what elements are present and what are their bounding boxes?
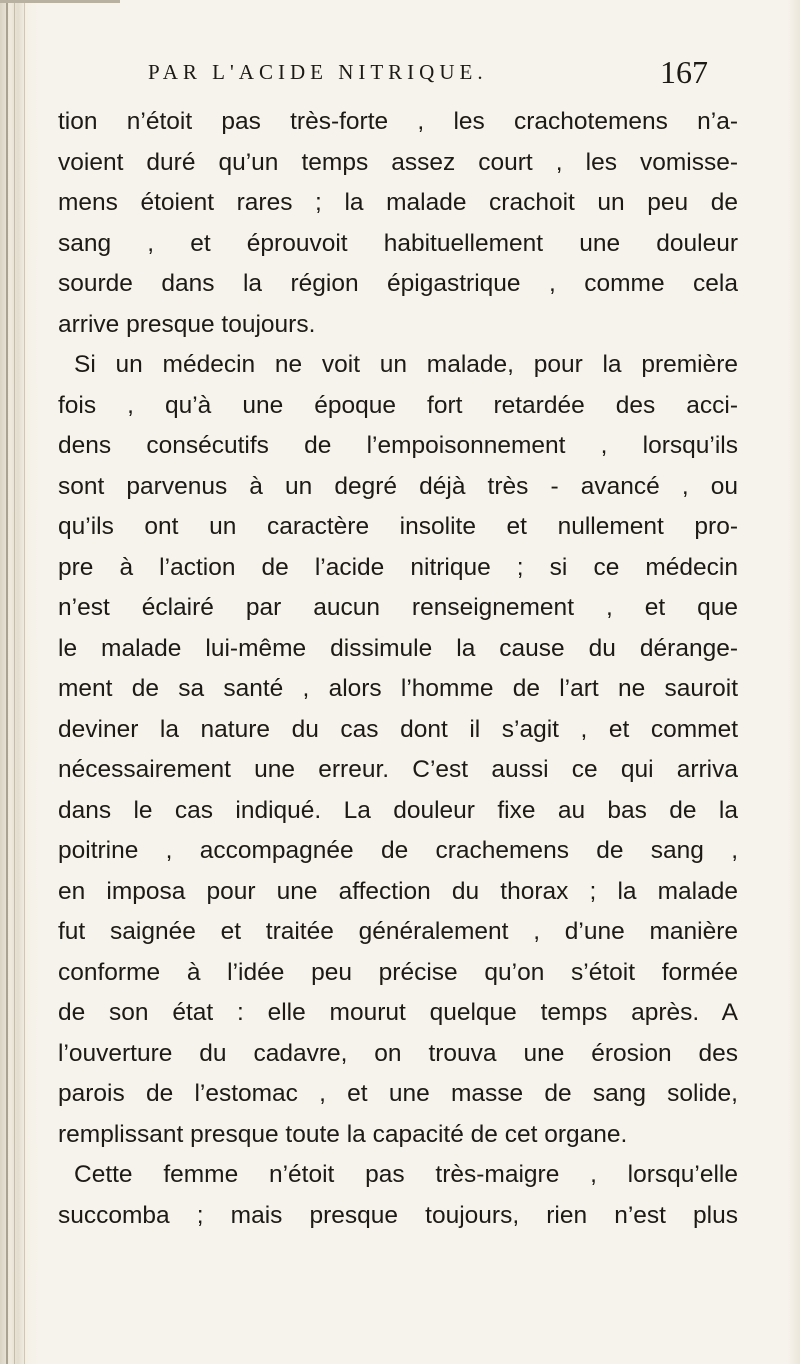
binding-shadow-line bbox=[24, 0, 25, 1364]
text-line: poitrine , accompagnée de crachemens de sang , bbox=[58, 837, 738, 864]
page-right-edge bbox=[788, 0, 800, 1364]
text-line: tion n’étoit pas très-forte , les crachotemens n’a- bbox=[58, 108, 738, 135]
binding-shadow-line bbox=[6, 0, 8, 1364]
text-line: de son état : elle mourut quelque temps après. A bbox=[58, 999, 738, 1026]
text-line: dens consécutifs de l’empoisonnement , lorsqu’ils bbox=[58, 432, 738, 459]
text-line: le malade lui-même dissimule la cause du dérange- bbox=[58, 634, 738, 662]
text-line: l’ouverture du cadavre, on trouva une érosion des bbox=[58, 1039, 738, 1067]
body-text bbox=[58, 102, 738, 1236]
text-line: qu’ils ont un caractère insolite et nullement pro- bbox=[58, 513, 738, 540]
page-number: 167 bbox=[660, 54, 708, 90]
text-line: fois , qu’à une époque fort retardée des acci- bbox=[58, 391, 738, 419]
text-line: remplissant presque toute la capacité de cet organe. bbox=[58, 1120, 628, 1148]
text-line: fut saignée et traitée généralement , d’une manière bbox=[58, 918, 738, 945]
text-line: nécessairement une erreur. C’est aussi ce qui arriva bbox=[58, 756, 738, 783]
text-line: sang , et éprouvoit habituellement une douleur bbox=[58, 229, 738, 257]
text-line: arrive presque toujours. bbox=[58, 310, 316, 338]
binding-shadow-line bbox=[14, 0, 15, 1364]
text-line: pre à l’action de l’acide nitrique ; si ce médecin bbox=[58, 553, 738, 581]
text-line: parois de l’estomac , et une masse de sang solide, bbox=[58, 1080, 738, 1107]
text-line: en imposa pour une affection du thorax ; la malade bbox=[58, 877, 738, 905]
text-line: n’est éclairé par aucun renseignement , et que bbox=[58, 594, 738, 621]
text-line: voient duré qu’un temps assez court , les vomisse- bbox=[58, 148, 738, 176]
text-line: conforme à l’idée peu précise qu’on s’étoit formée bbox=[58, 958, 738, 986]
text-line: ment de sa santé , alors l’homme de l’art ne sauroit bbox=[58, 675, 738, 702]
text-line: Cette femme n’étoit pas très-maigre , lorsqu’elle bbox=[74, 1161, 738, 1188]
text-line: sourde dans la région épigastrique , comme cela bbox=[58, 270, 738, 297]
text-line: dans le cas indiqué. La douleur fixe au bas de la bbox=[58, 796, 738, 824]
top-edge-rule bbox=[0, 0, 120, 3]
text-line: Si un médecin ne voit un malade, pour la première bbox=[74, 351, 738, 378]
text-line: succomba ; mais presque toujours, rien n’est plus bbox=[58, 1201, 738, 1229]
text-line: sont parvenus à un degré déjà très - avancé , ou bbox=[58, 472, 738, 500]
running-head-title: PAR L'ACIDE NITRIQUE. bbox=[148, 60, 488, 84]
text-line: mens étoient rares ; la malade crachoit un peu de bbox=[58, 189, 738, 216]
text-line: deviner la nature du cas dont il s’agit , et commet bbox=[58, 715, 738, 743]
running-head bbox=[148, 54, 708, 94]
